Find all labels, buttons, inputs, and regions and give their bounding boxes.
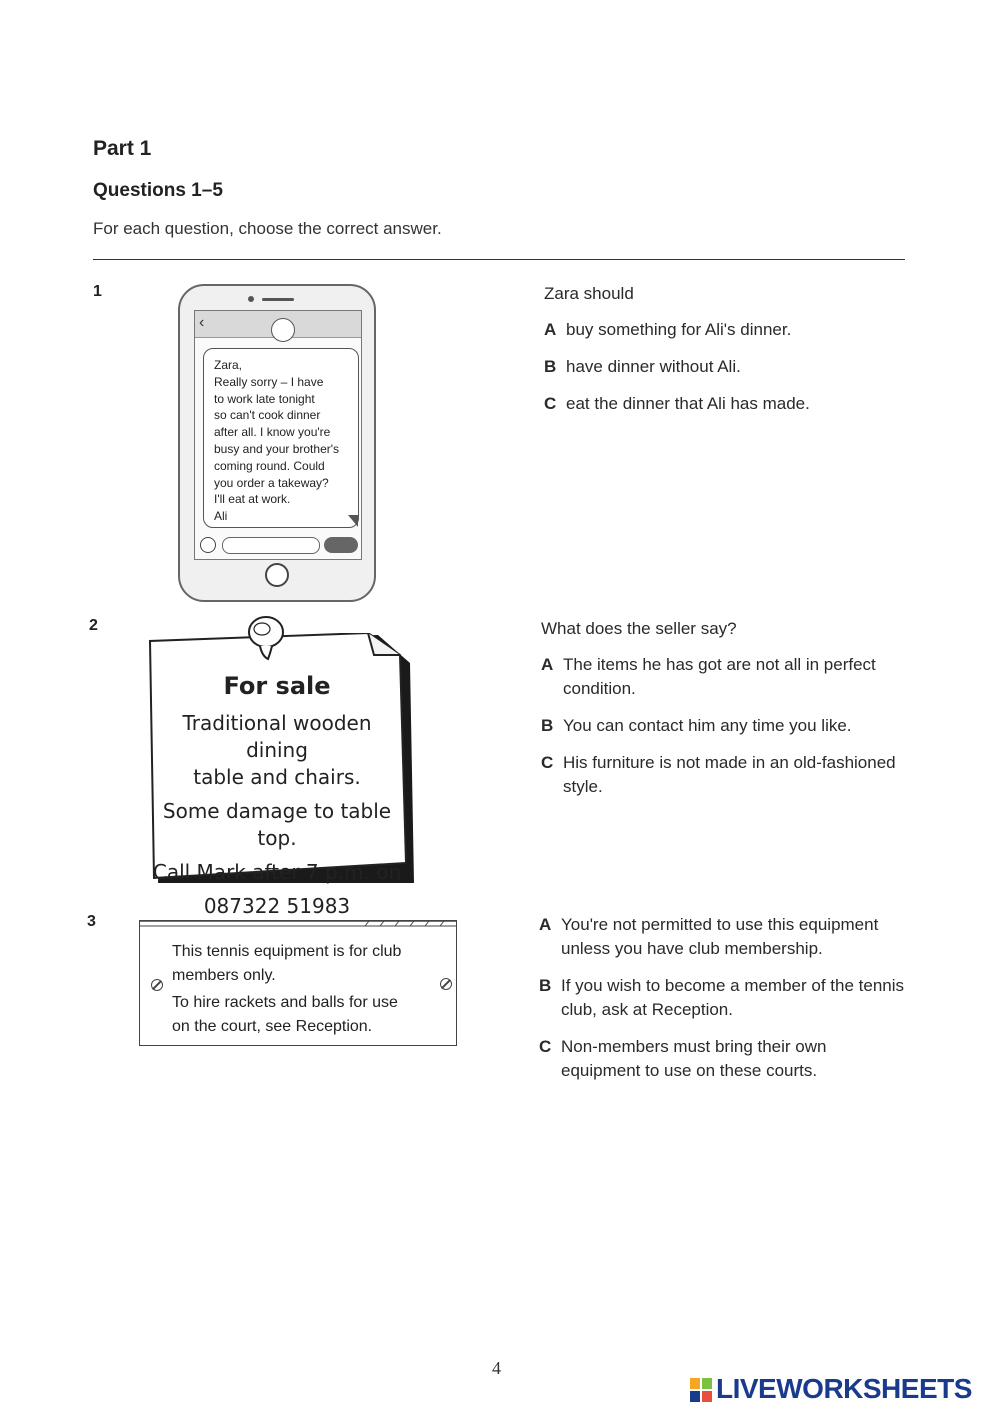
page-number: 4 <box>492 1358 501 1378</box>
option-letter: C <box>541 753 554 772</box>
option-text: His furniture is not made in an old-fashioned style. <box>563 753 896 796</box>
option-3a[interactable] <box>539 913 909 961</box>
option-1a[interactable] <box>544 318 904 342</box>
liveworksheets-logo-icon <box>690 1378 712 1402</box>
sign-line-1: Traditional wooden dining <box>182 711 372 762</box>
option-2a[interactable] <box>541 653 903 701</box>
option-text: If you wish to become a member of the tennis club, ask at Reception. <box>561 976 905 1019</box>
for-sale-content <box>150 672 404 920</box>
notice-line-2: members only. <box>172 967 276 984</box>
message-input-illustration <box>222 537 320 554</box>
option-letter: B <box>541 716 554 735</box>
option-letter: A <box>541 655 554 674</box>
option-3c[interactable] <box>539 1035 909 1083</box>
part-title: Part 1 <box>93 137 152 160</box>
home-button-illustration <box>265 563 289 587</box>
chevron-left-icon: ‹ <box>199 314 205 331</box>
phone-camera-dot <box>248 296 254 302</box>
option-letter: A <box>544 320 557 339</box>
option-text: You're not permitted to use this equipment unless you have club membership. <box>561 915 879 958</box>
for-sale-title: For sale <box>223 672 331 700</box>
notice-line-3: To hire rackets and balls for use <box>172 994 398 1011</box>
avatar-icon <box>271 318 295 342</box>
questions-range: Questions 1–5 <box>93 180 223 201</box>
question-number-2: 2 <box>89 617 98 634</box>
option-1c[interactable] <box>544 392 904 416</box>
option-text: eat the dinner that Ali has made. <box>566 394 810 413</box>
question-1-stem: Zara should <box>544 284 634 303</box>
option-3b[interactable] <box>539 974 909 1022</box>
option-text: Non-members must bring their own equipment to use on these courts. <box>561 1037 827 1080</box>
option-letter: B <box>539 976 552 995</box>
instruction-text: For each question, choose the correct answer. <box>93 219 442 238</box>
question-2-stem: What does the seller say? <box>541 619 737 638</box>
message-text: Zara, Really sorry – I have to work late tonight so can't cook dinner after all. I know you're busy and your brother's coming round. Could you order a takeway? I'll eat at work. Ali <box>214 358 340 524</box>
phone-speaker <box>262 298 294 301</box>
bubble-tail <box>348 515 358 527</box>
option-letter: C <box>539 1037 552 1056</box>
option-text: have dinner without Ali. <box>566 357 741 376</box>
divider <box>93 259 905 260</box>
sign-line-3: Some damage to table top. <box>162 799 392 850</box>
notice-line-4: on the court, see Reception. <box>172 1018 373 1035</box>
question-3-answers <box>539 913 909 1096</box>
camera-icon <box>200 537 216 553</box>
sign-line-5: 087322 51983 <box>203 894 351 918</box>
question-number-3: 3 <box>87 913 96 930</box>
option-2b[interactable] <box>541 714 903 738</box>
liveworksheets-brand[interactable]: LIVEWORKSHEETS <box>716 1373 972 1404</box>
option-text: buy something for Ali's dinner. <box>566 320 792 339</box>
sign-line-2: table and chairs. <box>193 765 361 789</box>
option-2c[interactable] <box>541 751 903 799</box>
notice-line-1: This tennis equipment is for club <box>172 943 402 960</box>
option-letter: C <box>544 394 557 413</box>
option-letter: A <box>539 915 552 934</box>
option-letter: B <box>544 357 557 376</box>
notice-text <box>172 940 442 1039</box>
question-2-answers <box>541 617 903 812</box>
option-text: The items he has got are not all in perfect condition. <box>563 655 876 698</box>
option-text: You can contact him any time you like. <box>563 716 852 735</box>
no-entry-icon <box>151 979 163 991</box>
message-bubble <box>203 348 359 528</box>
pushpin-icon <box>238 612 294 662</box>
sign-line-4: Call Mark after 7 p.m. on <box>152 860 402 884</box>
question-1-answers <box>544 282 904 429</box>
question-number-1: 1 <box>93 283 102 300</box>
send-button-illustration <box>324 537 358 553</box>
option-1b[interactable] <box>544 355 904 379</box>
notice-top-edge <box>139 920 457 928</box>
